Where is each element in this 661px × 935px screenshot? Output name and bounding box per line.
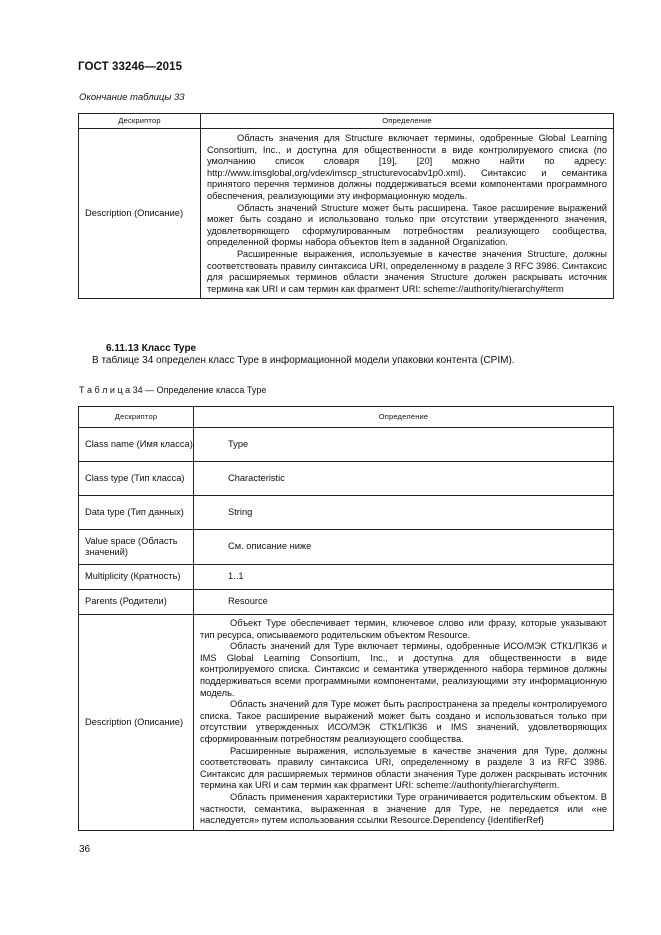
table-34 [78,406,614,831]
table-row [79,590,614,615]
value-cell: Characteristic [194,462,614,496]
definition-paragraph: Область значений для Type может быть распространена за пределы контролируемого списка. Такое расширение выражений может быть создано и использоваться только при отсутствии утвержденных ИСО/МЭК СТК1/ПК36 и IMS значений, удовлетворяющих сформированным потребностям реализующего сообщества. [200,699,607,744]
descriptor-cell: Parents (Родители) [79,590,194,615]
table-row [79,615,614,831]
definition-paragraph: Расширенные выражения, используемые в качестве значения Structure, должны соответствовать правилу синтаксиса URI, определенному в разделе 3 RFC 3986. Синтаксис для расширяемых терминов области значения Structure должен раскрывать источник термина как URI и сам термин как фрагмент URI: scheme://authority/hierarchy#term [207,248,607,294]
definition-paragraph: Область значений Structure может быть расширена. Такое расширение выражений может быть создано и использовано только при отсутствии утвержденного значения, удовлетворяющего сформулированным потребностям реализующего сообщества, определенной формы набора объектов Item в заданной Organization. [207,202,607,248]
descriptor-cell: Class type (Тип класса) [79,462,194,496]
page-number: 36 [79,844,91,855]
column-header-descriptor: Дескриптор [79,407,194,428]
table-row [79,530,614,565]
table-continuation-label: Окончание таблицы 33 [79,92,185,103]
descriptor-cell: Multiplicity (Кратность) [79,565,194,590]
table-header-row [79,407,614,428]
descriptor-cell: Class name (Имя класса) [79,428,194,462]
caption-title: 34 — Определение класса Type [132,385,267,395]
descriptor-cell: Value space (Область значений) [79,530,194,565]
definition-paragraph: Расширенные выражения, используемые в качестве значения для Type, должны соответствовать правилу синтаксиса URI, определенному в разделе 3 из RFC 3986. Синтаксис для расширяемых терминов области значения Type должен раскрывать источник термина как URI и сам термин как фрагмент URI: scheme://authority/hierarchy#term. [200,745,607,791]
descriptor-cell: Data type (Тип данных) [79,496,194,530]
table-33-end [78,113,614,299]
value-cell: 1..1 [194,565,614,590]
column-header-descriptor: Дескриптор [79,114,201,129]
definition-cell [201,129,614,299]
document-header: ГОСТ 33246—2015 [78,61,183,73]
section-intro: В таблице 34 определен класс Type в информационной модели упаковки контента (CPIM). [92,355,515,366]
table-row [79,129,614,299]
definition-paragraph: Область применения характеристики Type ограничивается родительским объектом. В частности, семантика, выраженная в значение для Type, не передается или «не наследуется» путем использования ссылки Resource.Dependency {IdentifierRef} [200,791,607,826]
descriptor-cell: Description (Описание) [79,129,201,299]
definition-paragraph: Область значений для Type включает термины, одобренные ИСО/МЭК СТК1/ПК36 и IMS Global Learning Consortium, Inc., и доступна для общественности в виде контролируемого списка. Синтаксис и семантика утвержденного набора терминов должны поддерживаться всеми программными компонентами, реализующими эту информационную модель. [200,641,607,698]
definition-paragraph: Объект Type обеспечивает термин, ключевое слово или фразу, которые указывают тип ресурса, описываемого родительским объектом Resource. [200,618,607,640]
value-cell: Resource [194,590,614,615]
table-34-caption [79,385,266,395]
definition-paragraph: Область значения для Structure включает термины, одобренные Global Learning Consortium, Inc., и доступна для общественности в виде контролируемого списка (по умолчанию список словаря [19], [20] можно найти по адресу: http://www.imsglobal,org/vdex/imscp_structurevocabv1p0.xml). Синтаксис и семантика принятого перечня терминов должны поддерживаться всеми компонентами программного обеспечения, реализующими эту информационную модель. [207,133,607,201]
table-row [79,428,614,462]
caption-prefix: Т а б л и ц а [79,385,131,395]
column-header-definition: Определение [194,407,614,428]
value-cell: См. описание ниже [194,530,614,565]
column-header-definition: Определение [201,114,614,129]
section-heading: 6.11.13 Класс Type [106,343,197,354]
definition-cell [194,615,614,831]
descriptor-cell: Description (Описание) [79,615,194,831]
table-row [79,565,614,590]
table-header-row [79,114,614,129]
table-row [79,496,614,530]
value-cell: String [194,496,614,530]
table-row [79,462,614,496]
value-cell: Type [194,428,614,462]
